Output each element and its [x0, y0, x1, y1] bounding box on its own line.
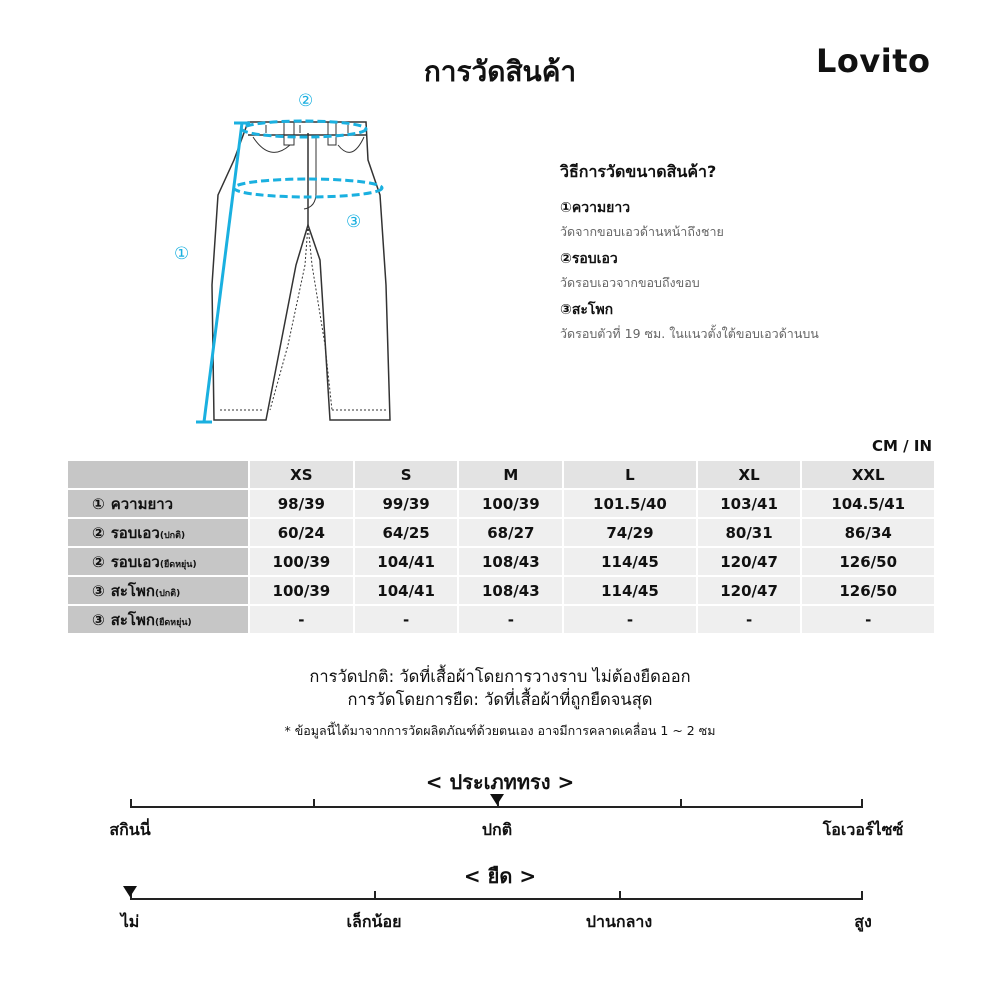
scale-tick	[680, 799, 682, 808]
table-cell: 120/47	[698, 548, 801, 575]
row-num: ②	[92, 552, 105, 571]
scale-tick	[374, 891, 376, 900]
scale-label: เล็กน้อย	[346, 912, 402, 931]
table-row	[68, 577, 934, 604]
table-cell: 80/31	[698, 519, 801, 546]
note-normal: การวัดปกติ: วัดที่เสื้อผ้าโดยการวางราบ ไม่ต้องยืดออก	[309, 667, 691, 686]
row-num: ③	[92, 610, 105, 629]
brand-logo: Lovito	[816, 42, 931, 80]
scale-label: ไม่	[120, 912, 140, 931]
row-subtitle: (ปกติ)	[154, 588, 181, 599]
table-cell: 104/41	[355, 548, 458, 575]
size-header: XS	[250, 461, 353, 488]
table-cell: 108/43	[459, 548, 562, 575]
table-cell: 100/39	[250, 577, 353, 604]
row-subtitle: (ยืดหยุ่น)	[159, 559, 197, 570]
table-cell: -	[564, 606, 696, 633]
row-label	[68, 577, 248, 604]
table-cell: 114/45	[564, 548, 696, 575]
size-header: M	[459, 461, 562, 488]
row-subtitle: (ปกติ)	[159, 530, 186, 541]
measurement-markers	[174, 91, 361, 264]
table-cell: 114/45	[564, 577, 696, 604]
table-cell: 126/50	[802, 548, 934, 575]
scale-label: สูง	[854, 912, 872, 931]
size-header-row	[68, 461, 934, 488]
instruction-item	[560, 299, 960, 344]
footnote: * ข้อมูลนี้ได้มาจากการวัดผลิตภัณฑ์ด้วยตนเอง อาจมีการคลาดเคลื่อน 1 ~ 2 ซม	[284, 723, 716, 738]
measurement-instructions	[560, 160, 960, 348]
instructions-heading: วิธีการวัดขนาดสินค้า?	[560, 162, 717, 181]
table-cell: 100/39	[250, 548, 353, 575]
row-num: ②	[92, 523, 105, 542]
marker-length: ①	[174, 244, 190, 264]
fit-scale-title: < ประเภททรง >	[425, 770, 575, 794]
table-cell: -	[802, 606, 934, 633]
selected-marker-icon	[123, 886, 137, 897]
page-title: การวัดสินค้า	[423, 55, 577, 88]
table-cell: 98/39	[250, 490, 353, 517]
row-num: ①	[92, 494, 105, 513]
instruction-item	[560, 197, 960, 242]
table-cell: 104.5/41	[802, 490, 934, 517]
table-cell: 108/43	[459, 577, 562, 604]
pants-measurement-diagram	[170, 85, 400, 430]
scale-label: สกินนี่	[109, 820, 151, 839]
table-cell: -	[459, 606, 562, 633]
table-cell: 64/25	[355, 519, 458, 546]
row-title: รอบเอว	[110, 552, 160, 571]
table-cell: 60/24	[250, 519, 353, 546]
size-header: XXL	[802, 461, 934, 488]
row-title: สะโพก	[110, 581, 155, 600]
table-corner	[68, 461, 248, 488]
table-cell: 86/34	[802, 519, 934, 546]
pants-outline-illustration	[212, 122, 390, 420]
item-title: รอบเอว	[571, 251, 618, 267]
row-label	[68, 548, 248, 575]
item-title: สะโพก	[571, 302, 614, 318]
table-row	[68, 548, 934, 575]
table-cell: 120/47	[698, 577, 801, 604]
measurement-guides	[196, 121, 382, 422]
item-num: ③	[560, 302, 572, 318]
item-num: ①	[560, 200, 572, 216]
scale-label: โอเวอร์ไซซ์	[822, 820, 904, 839]
item-desc: วัดรอบเอวจากขอบถึงขอบ	[560, 275, 700, 290]
table-cell: 104/41	[355, 577, 458, 604]
table-row	[68, 519, 934, 546]
unit-label: CM / IN	[872, 437, 932, 455]
size-table	[66, 459, 936, 635]
scale-label: ปานกลาง	[585, 912, 653, 931]
table-row	[68, 490, 934, 517]
note-stretched: การวัดโดยการยืด: วัดที่เสื้อผ้าที่ถูกยืดจนสุด	[347, 690, 653, 709]
table-cell: 68/27	[459, 519, 562, 546]
row-label	[68, 519, 248, 546]
table-cell: 126/50	[802, 577, 934, 604]
marker-hip: ③	[346, 212, 362, 232]
scale-tick	[130, 799, 132, 808]
stretch-scale	[120, 890, 872, 940]
length-guide	[204, 123, 242, 422]
row-title: ความยาว	[110, 494, 174, 513]
row-title: รอบเอว	[110, 523, 160, 542]
instruction-item	[560, 248, 960, 293]
scale-label: ปกติ	[481, 820, 513, 839]
scale-tick	[861, 891, 863, 900]
size-header: L	[564, 461, 696, 488]
table-cell: 99/39	[355, 490, 458, 517]
table-cell: 101.5/40	[564, 490, 696, 517]
size-header: S	[355, 461, 458, 488]
table-cell: -	[355, 606, 458, 633]
table-cell: 74/29	[564, 519, 696, 546]
item-desc: วัดรอบตัวที่ 19 ซม. ในแนวตั้งใต้ขอบเอวด้านบน	[560, 326, 819, 341]
row-title: สะโพก	[110, 610, 155, 629]
size-header: XL	[698, 461, 801, 488]
table-cell: 103/41	[698, 490, 801, 517]
table-cell: -	[698, 606, 801, 633]
stretch-scale-title: < ยืด >	[463, 864, 537, 888]
item-title: ความยาว	[571, 200, 631, 216]
scale-tick	[619, 891, 621, 900]
measurement-notes	[0, 665, 1000, 741]
scale-tick	[861, 799, 863, 808]
item-num: ②	[560, 251, 572, 267]
item-desc: วัดจากขอบเอวด้านหน้าถึงชาย	[560, 224, 724, 239]
table-cell: -	[250, 606, 353, 633]
table-row	[68, 606, 934, 633]
row-label	[68, 606, 248, 633]
scale-line	[130, 898, 863, 900]
row-label	[68, 490, 248, 517]
row-num: ③	[92, 581, 105, 600]
marker-waist: ②	[298, 91, 314, 111]
fit-scale	[109, 798, 904, 848]
selected-marker-icon	[490, 794, 504, 805]
row-subtitle: (ยืดหยุ่น)	[154, 617, 192, 628]
scale-tick	[313, 799, 315, 808]
table-cell: 100/39	[459, 490, 562, 517]
